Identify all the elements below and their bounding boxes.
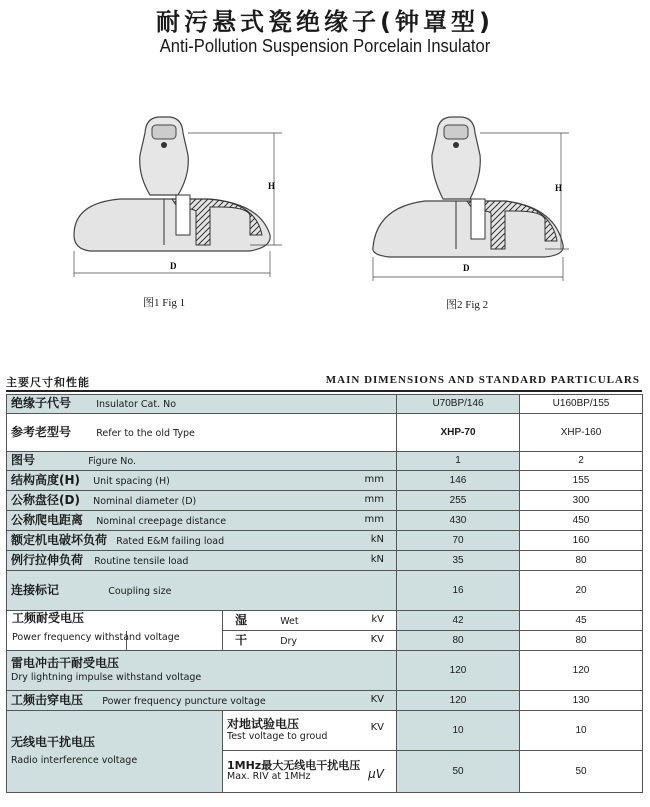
cell-value: 10: [397, 711, 520, 751]
table-row: [7, 691, 643, 711]
cell-value: 430: [397, 511, 520, 531]
row-label: 公称爬电距离 Nominal creepage distance mm: [7, 511, 397, 531]
cell-value: 16: [397, 571, 520, 611]
cell-value: 70: [397, 531, 520, 551]
table-row: [7, 551, 643, 571]
cell-value: 300: [520, 491, 643, 511]
row-label: 图号 Figure No.: [7, 452, 397, 471]
table-row: [7, 511, 643, 531]
cell-value: U70BP/146: [397, 395, 520, 414]
cell-value: 160: [520, 531, 643, 551]
row-label: 无线电干扰电压 Radio interference voltage: [7, 711, 223, 793]
pfw-label: 工频耐受电压 Power frequency withstand voltage: [12, 611, 180, 643]
row-label: 绝缘子代号 Insulator Cat. No: [7, 395, 397, 414]
section-title-cn: 主要尺寸和性能: [6, 376, 90, 389]
row-label: 额定机电破坏负荷 Rated E&M failing load kN: [7, 531, 397, 551]
cell-value: 35: [397, 551, 520, 571]
page-title-cn: 耐污悬式瓷绝缘子(钟罩型): [156, 8, 494, 36]
figure-1-caption: 图1 Fig 1: [143, 297, 186, 309]
cell-value: 20: [520, 571, 643, 611]
insulator-figure-1: [60, 95, 300, 285]
cell-value: 50: [397, 751, 520, 793]
dim-d-label-2: D: [463, 263, 470, 273]
cell-value: 450: [520, 511, 643, 531]
cell-value: 50: [520, 751, 643, 793]
row-label: 结构高度(H) Unit spacing (H) mm: [7, 471, 397, 491]
cell-value: 120: [520, 651, 643, 691]
table-row: [7, 531, 643, 551]
cell-value: 155: [520, 471, 643, 491]
row-label: 公称盘径(D) Nominal diameter (D) mm: [7, 491, 397, 511]
table-top-rule: [6, 390, 642, 392]
cell-value: 80: [520, 631, 643, 651]
table-row: [7, 414, 643, 452]
sub-label: KV 对地试验电压 Test voltage to groud: [223, 711, 397, 751]
row-label: 雷电冲击干耐受电压 Dry lightning impulse withstand voltage: [7, 651, 397, 691]
cell-value: 120: [397, 651, 520, 691]
dim-h-label-2: H: [555, 183, 563, 193]
table-row: [7, 395, 643, 414]
cell-value: 42: [397, 611, 520, 631]
cell-value: 120: [397, 691, 520, 711]
section-title-en: MAIN DIMENSIONS AND STANDARD PARTICULARS: [325, 374, 640, 386]
table-row: [7, 471, 643, 491]
dim-d-label-1: D: [170, 261, 177, 271]
row-label: 例行拉伸负荷 Routine tensile load kN: [7, 551, 397, 571]
page-title-en: Anti-Pollution Suspension Porcelain Insulator: [159, 36, 491, 56]
dim-h-label-1: H: [268, 181, 276, 191]
figure-2-caption: 图2 Fig 2: [446, 299, 489, 311]
cell-value: 130: [520, 691, 643, 711]
specs-table: [6, 394, 643, 793]
row-label: 工频击穿电压 Power frequency puncture voltage KV: [7, 691, 397, 711]
cell-value: 45: [520, 611, 643, 631]
table-row: [7, 651, 643, 691]
table-row: [7, 711, 643, 751]
cell-value: 80: [397, 631, 520, 651]
table-row: [7, 491, 643, 511]
cell-value: 2: [520, 452, 643, 471]
cell-value: 146: [397, 471, 520, 491]
sub-label: 湿 Wet kV: [223, 611, 397, 631]
row-label: 参考老型号 Refer to the old Type: [7, 414, 397, 452]
cell-value: 255: [397, 491, 520, 511]
table-row: [7, 571, 643, 611]
cell-value: XHP-160: [520, 414, 643, 452]
sub-label: μV 1MHz最大无线电干扰电压 Max. RIV at 1MHz: [223, 751, 397, 793]
table-row: [7, 452, 643, 471]
sub-label: 干 Dry KV: [223, 631, 397, 651]
row-label: 连接标记 Coupling size: [7, 571, 397, 611]
insulator-figure-2: [355, 95, 585, 285]
cell-value: 10: [520, 711, 643, 751]
cell-value: 1: [397, 452, 520, 471]
cell-value: XHP-70: [397, 414, 520, 452]
cell-value: U160BP/155: [520, 395, 643, 414]
cell-value: 80: [520, 551, 643, 571]
